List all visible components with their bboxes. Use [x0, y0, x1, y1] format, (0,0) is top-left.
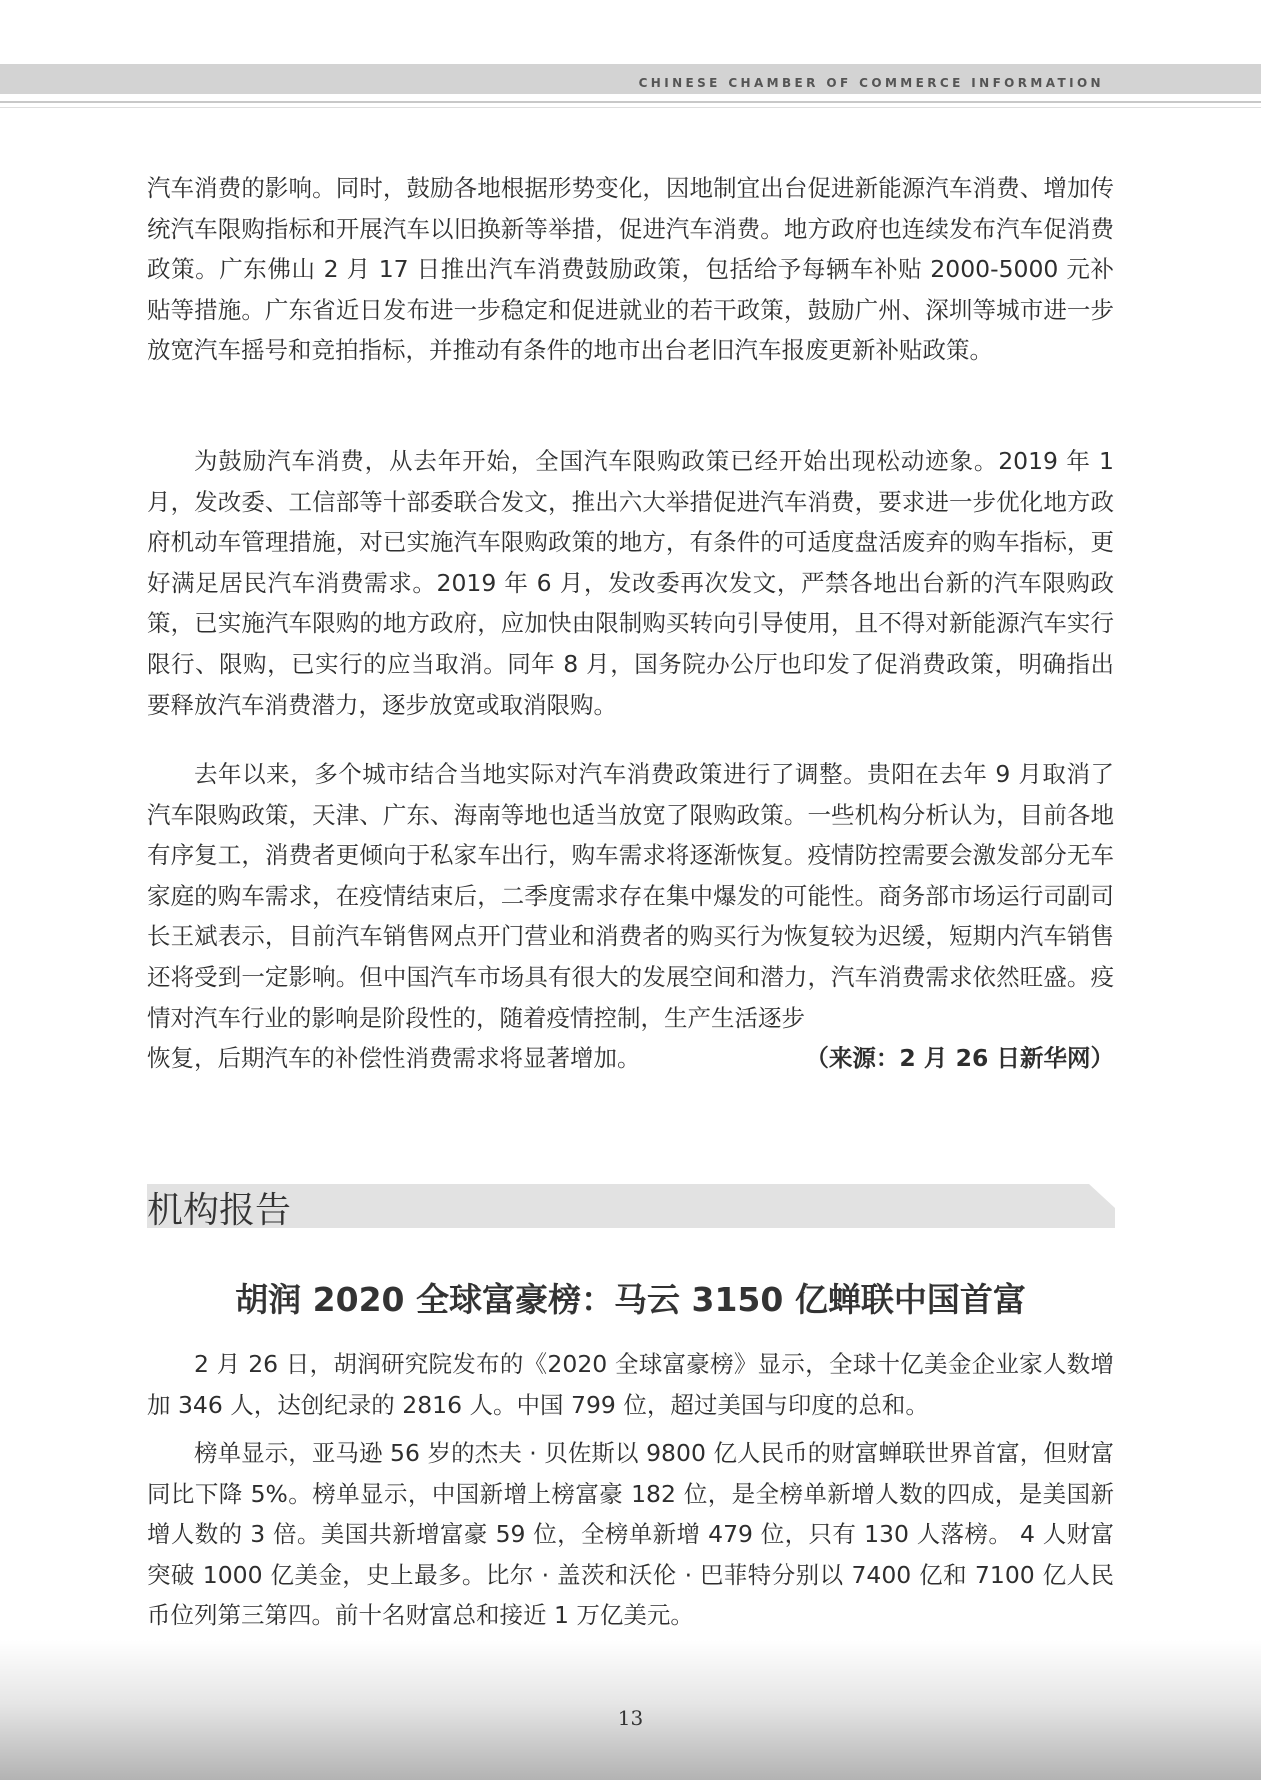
publication-name: CHINESE CHAMBER OF COMMERCE INFORMATION [638, 76, 1104, 90]
section-title: 机构报告 [147, 1190, 292, 1231]
body-paragraph-3-text: 去年以来，多个城市结合当地实际对汽车消费政策进行了调整。贵阳在去年 9 月取消了汽车限购政策，天津、广东、海南等地也适当放宽了限购政策。一些机构分析认为，目前各地有序复工，消费者更倾向于私家车出行，购车需求将逐渐恢复。疫情防控需要会激发部分无车家庭的购车需求，在疫情结束后，二季度需求存在集中爆发的可能性。商务部市场运行司副司长王斌表示，目前汽车销售网点开门营业和消费者的购买行为恢复较为迟缓，短期内汽车销售还将受到一定影响。但中国汽车市场具有很大的发展空间和潜力，汽车消费需求依然旺盛。疫情对汽车行业的影响是阶段性的，随着疫情控制，生产生活逐步 [147, 760, 1114, 1032]
page-number: 13 [617, 1706, 644, 1730]
source-line [147, 1038, 1114, 1079]
article-title: 胡润 2020 全球富豪榜：马云 3150 亿蝉联中国首富 [235, 1280, 1026, 1319]
header-divider [0, 101, 1261, 103]
body-paragraph-3 [147, 754, 1114, 1079]
source-citation: （来源：2 月 26 日新华网） [805, 1044, 1114, 1073]
article-paragraph-1: 2 月 26 日，胡润研究院发布的《2020 全球富豪榜》显示，全球十亿美金企业家人数增加 346 人，达创纪录的 2816 人。中国 799 位，超过美国与印度的总和。 [147, 1350, 1114, 1419]
article-paragraph-2: 榜单显示，亚马逊 56 岁的杰夫 · 贝佐斯以 9800 亿人民币的财富蝉联世界首富，但财富同比下降 5%。榜单显示，中国新增上榜富豪 182 位，是全榜单新增人数的四成，是美国新增人数的 3 倍。美国共新增富豪 59 位，全榜单新增 479 位，只有 130 人落榜。 4 人财富突破 1000 亿美金，史上最多。比尔 · 盖茨和沃伦 · 巴菲特分别以 7400 亿和 7100 亿人民币位列第三第四。前十名财富总和接近 1 万亿美元。 [147, 1439, 1114, 1630]
body-paragraph-3-last-line: 恢复，后期汽车的补偿性消费需求将显著增加。 [147, 1044, 641, 1073]
body-paragraph-1: 汽车消费的影响。同时，鼓励各地根据形势变化，因地制宜出台促进新能源汽车消费、增加传统汽车限购指标和开展汽车以旧换新等举措，促进汽车消费。地方政府也连续发布汽车促消费政策。广东佛山 2 月 17 日推出汽车消费鼓励政策，包括给予每辆车补贴 2000-5000 元补贴等措施。广东省近日发布进一步稳定和促进就业的若干政策，鼓励广州、深圳等城市进一步放宽汽车摇号和竞拍指标，并推动有条件的地市出台老旧汽车报废更新补贴政策。 [147, 174, 1114, 365]
section-header-bar [147, 1184, 1115, 1228]
header-divider-thin [0, 107, 1261, 108]
body-paragraph-2: 为鼓励汽车消费，从去年开始，全国汽车限购政策已经开始出现松动迹象。2019 年 1 月，发改委、工信部等十部委联合发文，推出六大举措促进汽车消费，要求进一步优化地方政府机动车管理措施，对已实施汽车限购政策的地方，有条件的可适度盘活废弃的购车指标，更好满足居民汽车消费需求。2019 年 6 月，发改委再次发文，严禁各地出台新的汽车限购政策，已实施汽车限购的地方政府，应加快由限制购买转向引导使用，且不得对新能源汽车实行限行、限购，已实行的应当取消。同年 8 月，国务院办公厅也印发了促消费政策，明确指出要释放汽车消费潜力，逐步放宽或取消限购。 [147, 447, 1114, 719]
